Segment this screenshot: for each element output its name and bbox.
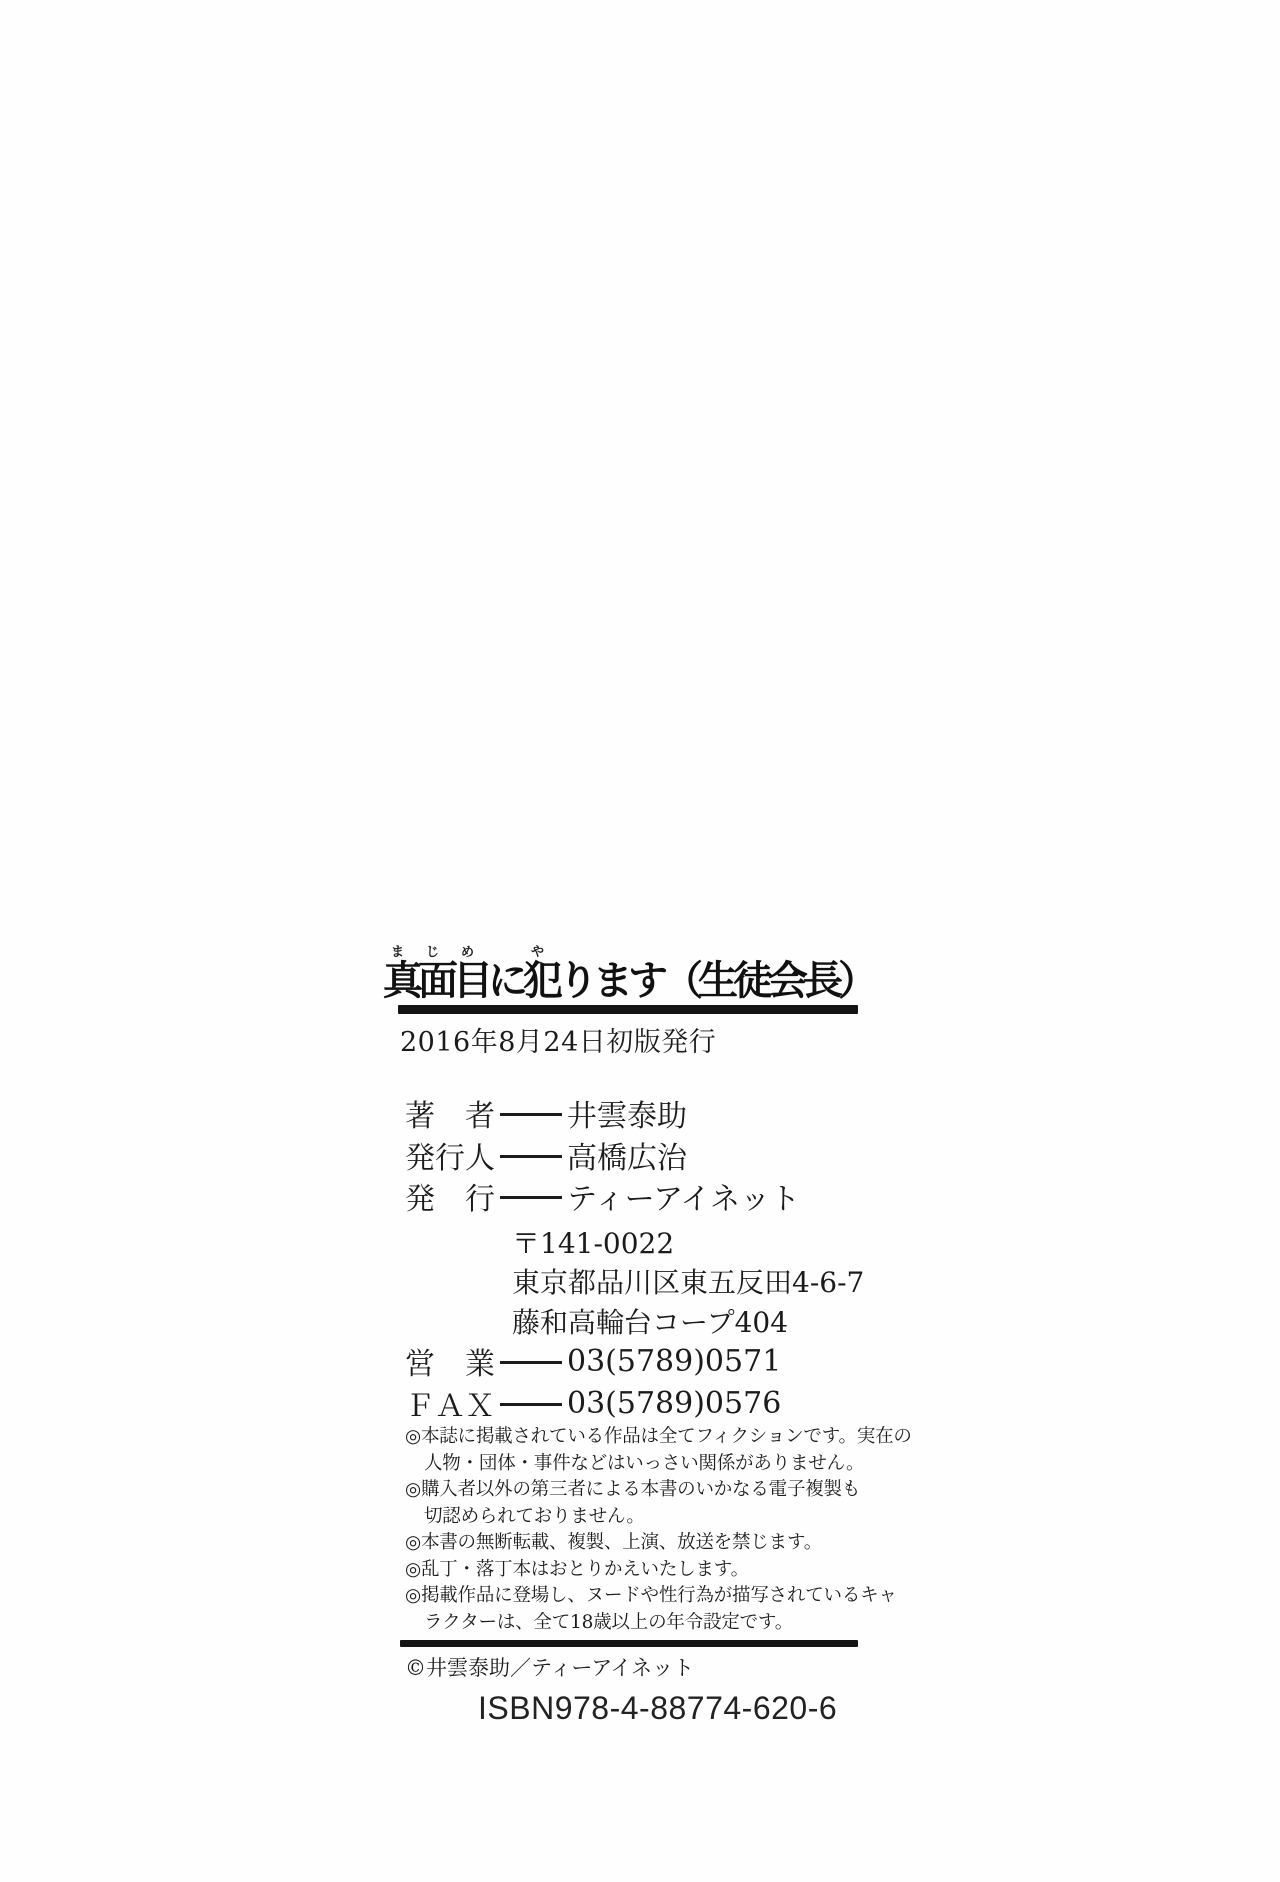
dash-rule [500, 1196, 562, 1199]
edition-date: 2016年8月24日初版発行 [400, 1027, 717, 1058]
credit-label: 発行人 [405, 1141, 495, 1176]
title-ruby-ya: 犯や [523, 944, 558, 1004]
divider-bottom [400, 1640, 858, 1647]
postal-code: 〒141-0022 [512, 1227, 675, 1260]
notice-line: 切認められておりません。 [424, 1505, 645, 1527]
notice-line: ラクターは、全て18歳以上の年令設定です。 [424, 1611, 793, 1633]
contact-label: 営 業 [405, 1347, 495, 1382]
title-text-subtitle: ります（生徒会長） [558, 956, 873, 1004]
title-text: に [488, 956, 523, 1004]
dash-rule [500, 1361, 562, 1364]
notice-line: ◎購入者以外の第三者による本書のいかなる電子複製も [405, 1479, 861, 1500]
notice-line: ◎乱丁・落丁本はおとりかえいたします。 [405, 1558, 749, 1580]
notice-line: 人物・団体・事件などはいっさい関係がありません。 [424, 1452, 865, 1474]
contact-label: ＦＡＸ [405, 1389, 495, 1424]
publisher-notices [405, 1424, 912, 1636]
address-line-1: 東京都品川区東五反田4-6-7 [512, 1266, 865, 1299]
credit-value: 高橋広治 [567, 1141, 687, 1176]
credit-row-publisher [405, 1179, 801, 1217]
contact-value: 03(5789)0571 [567, 1343, 782, 1379]
dash-rule [500, 1155, 562, 1158]
credit-value: ティーアイネット [567, 1182, 801, 1217]
notice-line: ◎本書の無断転載、複製、上演、放送を禁じます。 [405, 1532, 823, 1553]
dash-rule [500, 1403, 562, 1406]
book-title [383, 945, 873, 1005]
credit-value: 井雲泰助 [567, 1099, 687, 1134]
credit-label: 発 行 [405, 1182, 495, 1217]
contact-row-fax [405, 1385, 782, 1424]
title-ruby-majime: 真面目まじめ [383, 944, 488, 1004]
contact-value: 03(5789)0576 [567, 1385, 782, 1421]
isbn-number: ISBN978-4-88774-620-6 [478, 1690, 838, 1726]
contact-row-sales [405, 1343, 782, 1382]
credit-row-author [405, 1096, 687, 1134]
notice-line: ◎掲載作品に登場し、ヌードや性行為が描写されているキャ [405, 1585, 897, 1606]
dash-rule [500, 1113, 562, 1116]
address-line-2: 藤和高輪台コープ404 [512, 1306, 789, 1339]
copyright-notice: ©井雲泰助／ティーアイネット [405, 1656, 695, 1680]
divider-top [398, 1005, 858, 1014]
credit-row-publisher-person [405, 1138, 687, 1176]
notice-line: ◎本誌に掲載されている作品は全てフィクションです。実在の [405, 1426, 912, 1447]
credit-label: 著 者 [405, 1099, 495, 1134]
